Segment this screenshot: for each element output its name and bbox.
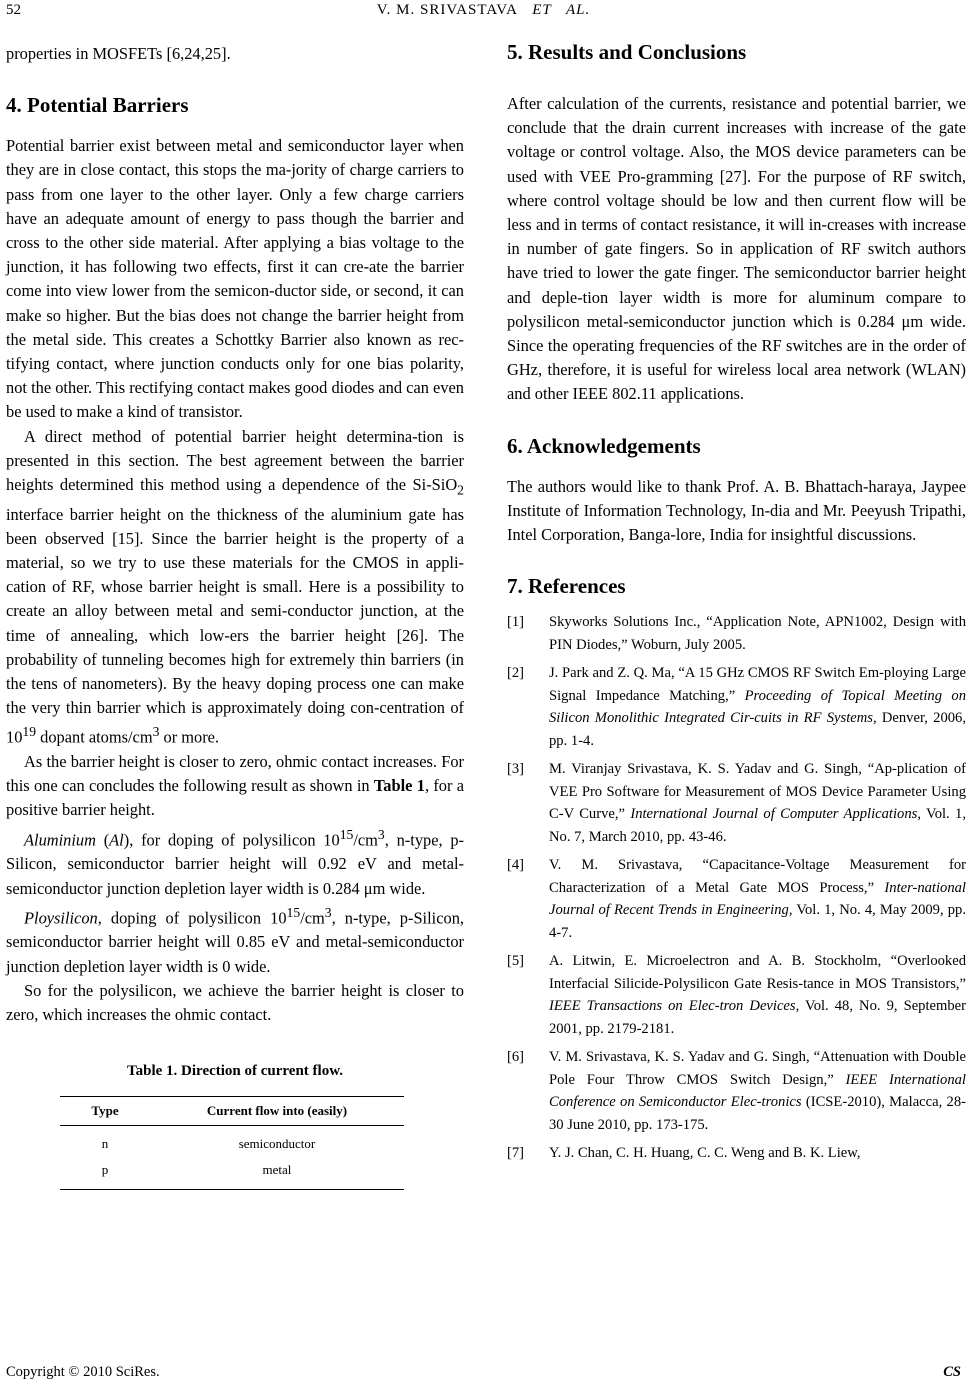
page-header	[0, 0, 967, 24]
running-head-author: V. M. SRIVASTAVA	[376, 2, 518, 18]
table-header-type: Type	[60, 1097, 150, 1126]
reference-item: [2] J. Park and Z. Q. Ma, “A 15 GHz CMOS RF Switch Em-ploying Large Signal Impedance Matching,” Proceeding of Topical Meeting on Silicon Monolithic Integrated Cir-cuits in RF Systems, Denver, 2006, pp. 1-4.	[507, 665, 966, 749]
reference-item: [1] Skyworks Solutions Inc., “Application Note, APN1002, Design with PIN Diodes,” Woburn, July 2005.	[507, 614, 966, 653]
table-caption: Table 1. Direction of current flow.	[127, 1063, 343, 1080]
table-cell: n	[101, 1136, 109, 1152]
running-head-et: ET	[532, 2, 552, 18]
reference-item: [6] V. M. Srivastava, K. S. Yadav and G. Singh, “Attenuation with Double Pole Four Throw CMOS Switch Design,” IEEE International Conference on Semiconductor Elec-tronics (ICSE-2010), Malacca, 28-30 June 2010, pp. 173-175.	[507, 1049, 966, 1133]
continued-paragraph: properties in MOSFETs [6,24,25].	[6, 44, 231, 63]
reference-item: [4] V. M. Srivastava, “Capacitance-Voltage Measurement for Characterization of a Metal Gate MOS Process,” Inter-national Journal of Recent Trends in Engineering, Vol. 1, No. 4, May 2009, pp. 4-7.	[507, 857, 966, 941]
journal-abbreviation: CS	[943, 1364, 961, 1380]
section-4-paragraph-3: As the barrier height is closer to zero, ohmic contact increases. For this one can concludes the following result as shown in Table 1, for a positive barrier height.	[6, 752, 464, 820]
section-5-heading: 5. Results and Conclusions	[507, 40, 747, 64]
table-header-current-flow: Current flow into (easily)	[150, 1097, 404, 1126]
section-6-heading: 6. Acknowledgements	[507, 433, 701, 458]
reference-item: [3] M. Viranjay Srivastava, K. S. Yadav and G. Singh, “Ap-plication of VEE Pro Software for Measurement of MOS Device Parameter Using C-V Curve,” International Journal of Computer Applications, Vol. 1, No. 7, March 2010, pp. 43-46.	[507, 761, 966, 845]
reference-item: [7] Y. J. Chan, C. H. Huang, C. C. Weng and B. K. Liew,	[507, 1145, 861, 1162]
section-7-heading: 7. References	[507, 574, 626, 599]
section-4-paragraph-2: A direct method of potential barrier height determina-tion is presented in this section. The best agreement between the barrier heights determined this method using a dependence of the Si-SiO$_2$ interface barrier height on the thickness of the aluminium gate has been observed [15]. Since the barrier height is the property of a material, so we try to use these materials for the CMOS in appli-cation of RF, whose barrier height is small. Here is a possibility to create an alloy between metal and semi-conductor junction, at the time of annealing, which low-ers the barrier height [26]. The probability of tunneling becomes high for extremely thin barriers (in the tens of nanometers). By the heavy doping process one can make the very thin barrier which is approximately doing con-centration of $10^{19}$ dopant atoms/$cm^3$ or more.	[6, 426, 464, 747]
section-6-paragraph: The authors would like to thank Prof. A. B. Bhattach-haraya, Jaypee Institute of Information Technology, In-dia and Mr. Peeyush Tripathi, Intel Corporation, Banga-lore, India for insightful discussions.	[507, 476, 966, 545]
section-4-paragraph-1: Potential barrier exist between metal and semiconductor layer when they are in close contact, this stops the ma-jority of charge carriers to pass from one layer to the other layer. Only a few charge carriers have an adequate amount of energy to pass though the barrier and cross to the other side material. After applying a bias voltage to the junction, it has following two effects, first it can cre-ate the barrier come into view lower from the semicon-ductor side, or second, it can make so higher. But the bias does not change the barrier height from the metal side. This creates a Schottky Barrier also known as rec-tifying contact, where junction conducts only for one bias polarity, not the other. This rectifying contact makes good diodes and can even be used to make a kind of transistor.	[6, 136, 464, 422]
table-row	[60, 1126, 404, 1157]
polysilicon-paragraph: Ploysilicon, doping of polysilicon $10^{15}/cm^3$, n-type, p-Silicon, semiconductor barrier height will 0.85 eV and metal-semiconductor junction depletion layer width is 0 wide.	[6, 904, 464, 976]
page-number: 52	[6, 2, 21, 18]
section-4-heading: 4. Potential Barriers	[6, 93, 189, 118]
table-cell: semiconductor	[238, 1136, 316, 1152]
section-5-paragraph: After calculation of the currents, resistance and potential barrier, we conclude that the drain current increases with increase of the gate voltage or control voltage. Also, the MOS device parameters can be used with VEE Pro-gramming [27]. For the purpose of RF switch, where control voltage should be low and then current flow will be less and in terms of contact resistance, it will in-creases with increase in number of gate fingers. So in application of RF switch authors have tried to lower the gate finger. The semiconductor barrier height and deple-tion layer width is more for aluminum compare to polysilicon metal-semiconductor junction which is 0.284 μm wide. Since the operating frequencies of the RF switches are in the order of GHz, therefore, it is useful for wireless local area network (WLAN) and other IEEE 802.11 applications.	[507, 94, 966, 404]
running-head-al: AL.	[566, 2, 591, 18]
section-4-paragraph-6: So for the polysilicon, we achieve the barrier height is closer to zero, which increases the ohmic contact.	[6, 980, 464, 1024]
reference-list	[507, 611, 966, 1165]
aluminium-paragraph: Aluminium (Al), for doping of polysilicon $10^{15}/cm^3$, n-type, p-Silicon, semiconductor barrier height will 0.92 eV and metal-semiconductor junction depletion layer width is 0.284 μm wide.	[6, 826, 465, 898]
table-cell: metal	[150, 1156, 404, 1190]
table-cell: p	[60, 1156, 150, 1190]
left-column	[6, 34, 464, 1190]
reference-item: [5] A. Litwin, E. Microelectron and A. B. Stockholm, “Overlooked Interfacial Silicide-Polysilicon Gate Resis-tance in MOS Transistors,” IEEE Transactions on Elec-tron Devices, Vol. 48, No. 9, September 2001, pp. 2179-2181.	[507, 953, 966, 1037]
table-1	[6, 1063, 464, 1190]
running-head	[0, 2, 967, 19]
current-flow-table	[60, 1096, 404, 1190]
copyright-notice: Copyright © 2010 SciRes.	[6, 1364, 160, 1380]
right-column	[507, 34, 966, 1171]
table-row	[60, 1156, 404, 1190]
